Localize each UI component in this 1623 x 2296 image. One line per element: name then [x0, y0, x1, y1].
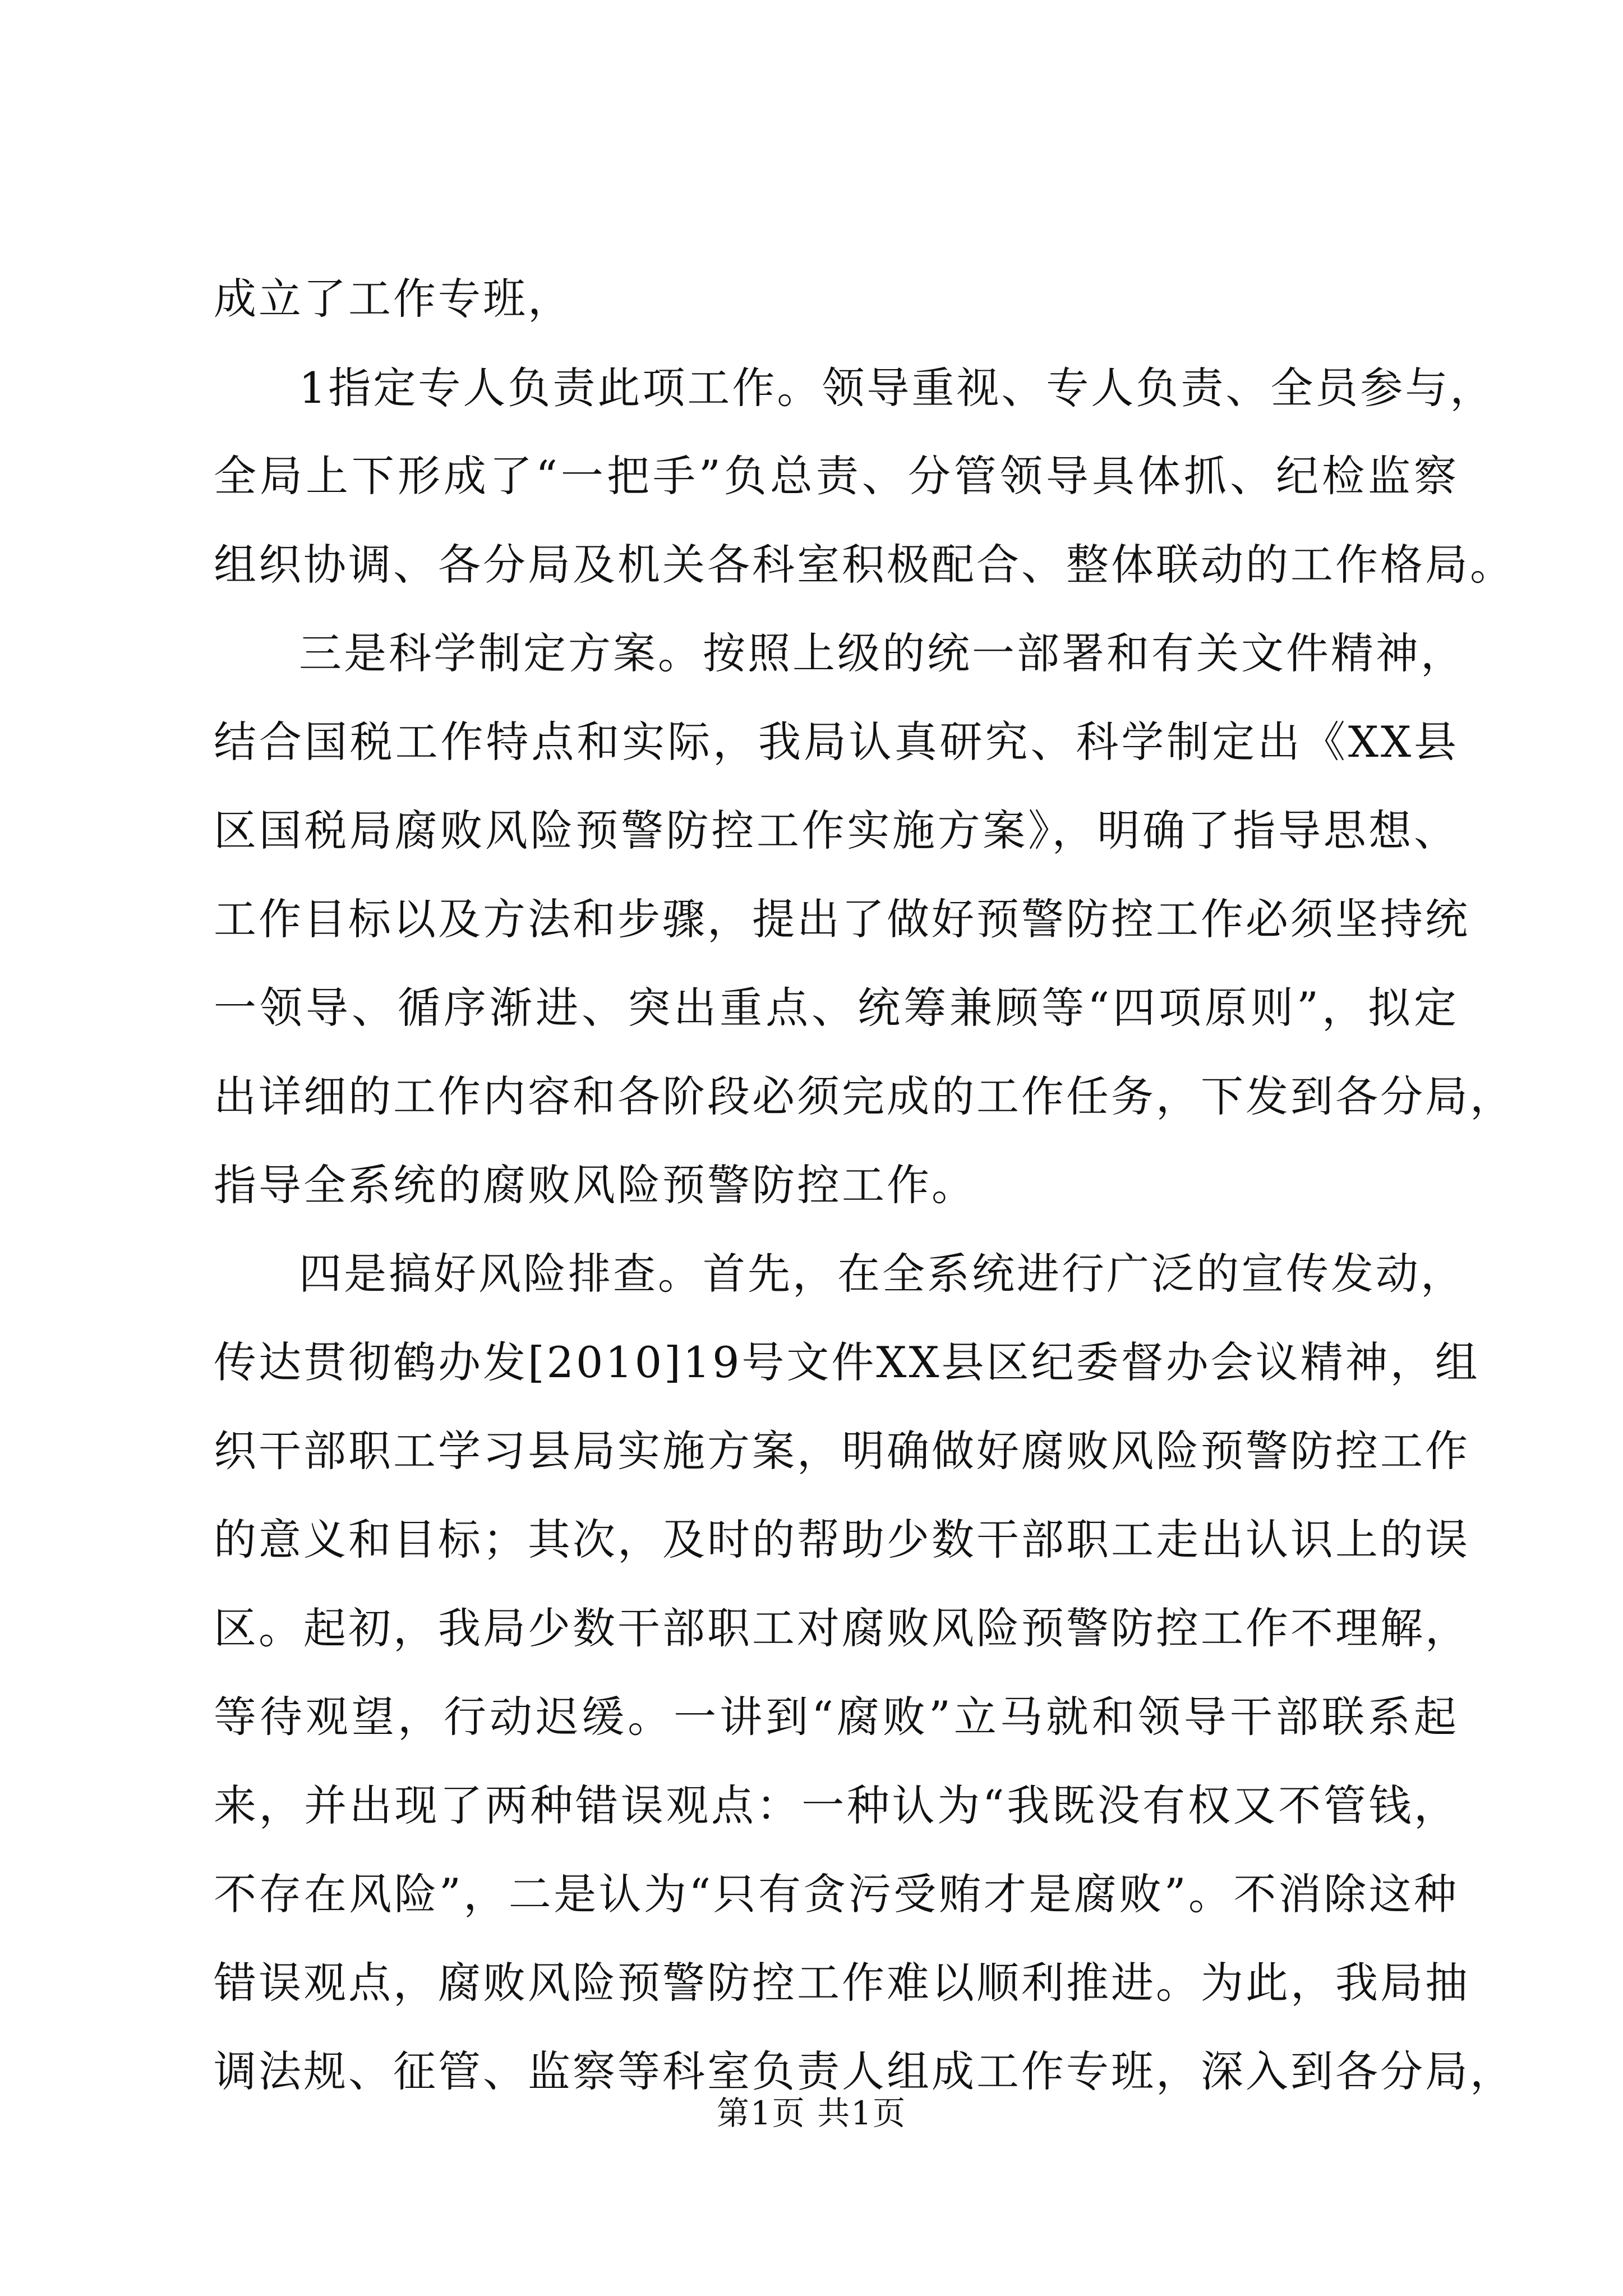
text-line: 全局上下形成了“一把手”负总责、分管领导具体抓、纪检监察	[214, 451, 1459, 501]
text-line: 的意义和目标；其次，及时的帮助少数干部职工走出认识上的误	[214, 1515, 1470, 1565]
text-line: 等待观望，行动迟缓。一讲到“腐败”立马就和领导干部联系起	[214, 1692, 1459, 1742]
text-line: 区国税局腐败风险预警防控工作实施方案》，明确了指导思想、	[214, 806, 1459, 855]
text-line: 三是科学制定方案。按照上级的统一部署和有关文件精神，	[299, 628, 1465, 678]
text-line: 工作目标以及方法和步骤，提出了做好预警防控工作必须坚持统	[214, 894, 1470, 944]
text-line: 指导全系统的腐败风险预警防控工作。	[214, 1160, 976, 1210]
text-line: 区。起初，我局少数干部职工对腐败风险预警防控工作不理解，	[214, 1603, 1470, 1653]
text-line: 组织协调、各分局及机关各科室积极配合、整体联动的工作格局。	[214, 540, 1515, 590]
text-line: 结合国税工作特点和实际，我局认真研究、科学制定出《XX县	[214, 717, 1459, 767]
page-number-footer: 第1页 共1页	[716, 2094, 907, 2132]
text-line: 调法规、征管、监察等科室负责人组成工作专班，深入到各分局，	[214, 2046, 1515, 2096]
text-line: 1指定专人负责此项工作。领导重视、专人负责、全员参与，	[299, 363, 1495, 413]
text-line: 来，并出现了两种错误观点：一种认为“我既没有权又不管钱，	[214, 1780, 1459, 1830]
text-line: 错误观点，腐败风险预警防控工作难以顺利推进。为此，我局抽	[214, 1958, 1470, 2008]
text-line: 不存在风险”，二是认为“只有贪污受贿才是腐败”。不消除这种	[214, 1869, 1459, 1919]
text-line: 出详细的工作内容和各阶段必须完成的工作任务，下发到各分局，	[214, 1071, 1515, 1121]
text-line: 传达贯彻鹤办发[2010]19号文件XX县区纪委督办会议精神，组	[214, 1337, 1480, 1387]
text-line: 一领导、循序渐进、突出重点、统筹兼顾等“四项原则”，拟定	[214, 983, 1459, 1033]
text-line: 四是搞好风险排查。首先，在全系统进行广泛的宣传发动，	[299, 1249, 1465, 1299]
text-line: 成立了工作专班，	[214, 274, 573, 324]
text-line: 织干部职工学习县局实施方案，明确做好腐败风险预警防控工作	[214, 1426, 1470, 1476]
